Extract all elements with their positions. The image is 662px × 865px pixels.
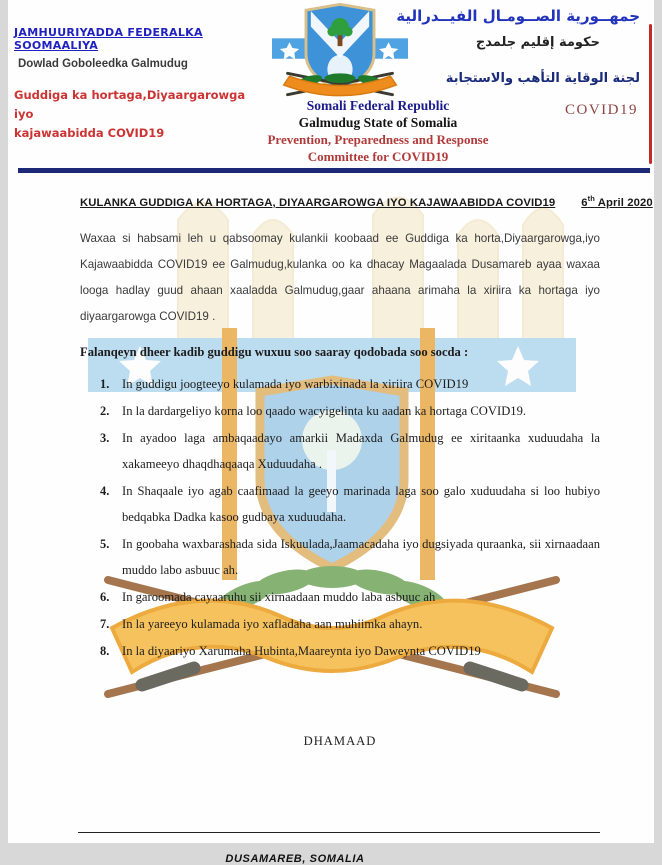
red-edge-mark xyxy=(649,24,652,164)
header-right-block xyxy=(390,4,640,90)
country-name-somali: JAMHUURIYADDA FEDERALKA SOOMAALIYA xyxy=(14,26,203,52)
committee-name-somali-line1: Guddiga ka hortaga,Diyaargarowga iyo xyxy=(14,88,246,121)
meeting-title xyxy=(80,194,653,209)
resolutions-list xyxy=(80,371,600,664)
meeting-date: 6th April 2020 xyxy=(581,194,653,209)
committee-title-english-line2: Committee for COVID19 xyxy=(307,149,449,164)
list-item: 8. In la diyaariyo Xarumaha Hubinta,Maareynta iyo Daweynta COVID19 xyxy=(100,643,481,658)
state-name-somali: Dowlad Goboleedka Galmudug xyxy=(18,58,188,70)
header-center-block xyxy=(193,97,563,165)
list-item: 5. In goobaha waxbarashada sida Iskuulada,Jaamacadaha iyo dugsiyada quraanka, sii xirnaadaan muddo labo asbuuc ah. xyxy=(100,536,600,577)
covid19-label: COVID19 xyxy=(565,102,638,118)
resolutions-intro: Falanqeyn dheer kadib guddigu wuxuu soo saaray qodobada soo socda : xyxy=(80,344,469,359)
republic-title-arabic: جمهــورية الصــومـال الفيــدرالية xyxy=(396,7,640,25)
list-item: 6. In garoomada cayaaruhu sii xirnaadaan muddo laba asbuuc ah xyxy=(100,589,436,604)
republic-title-english: Somali Federal Republic xyxy=(306,98,450,113)
opening-paragraph: Waxaa si habsami leh u qabsoomay kulankii koobaad ee Guddiga ka horta,Diyaargarowga,iyo Kajawaabidda COVID19 ee Galmudug,kulanka oo ka dhacay Magaalada Dusamareb ayaa waxaa looga hadlay guud ahaan xaaladda Galmudug,gaar ahaana arimaha la xiriira ka hortaga iyo diyaargarowga COVID19 . xyxy=(80,231,600,323)
list-item: 4. In Shaqaale iyo agab caafimaad la geeyo marinada laga soo galo xuduudaha si loo hubiyo bedqabka Dadka kasoo gudbaya xuduudaha. xyxy=(100,483,600,524)
coat-of-arms-emblem xyxy=(272,0,408,100)
signature-line xyxy=(78,832,600,833)
scanned-letter-page xyxy=(8,0,654,865)
letter-body xyxy=(8,173,654,865)
list-item: 3. In ayadoo laga ambaqaadayo amarkii Madaxda Galmudug ee xiritaanka xuduudaha la xakameeyo dhaqdhaqaaqa Xuduudaha . xyxy=(100,430,600,471)
meeting-title-text: KULANKA GUDDIGA KA HORTAGA, DIYAARGAROWGA IYO KAJAWAABIDDA COVID19 xyxy=(80,196,556,209)
committee-title-arabic: لجنة الوقاية التأهب والاستجابة xyxy=(445,71,640,86)
footer-location: DUSAMAREB, SOMALIA xyxy=(225,852,365,865)
committee-name-somali-line2: kajawaabidda COVID19 xyxy=(14,126,165,140)
state-title-arabic: حكومة إقليم جلمدج xyxy=(475,35,600,50)
committee-title-english-line1: Prevention, Preparedness and Response xyxy=(267,132,489,147)
closing-word: DHAMAAD xyxy=(303,733,377,748)
list-item: 2. In la dardargeliyo korna loo qaado wacyigelinta ku aadan ka hortaga COVID19. xyxy=(100,403,527,418)
list-item: 1. In guddigu joogteeyo kulamada iyo warbixinada la xiriira COVID19 xyxy=(100,376,469,391)
list-item: 7. In la yareeyo kulamada iyo xafladaha aan muhiimka ahayn. xyxy=(100,616,423,631)
state-title-english: Galmudug State of Somalia xyxy=(298,115,458,130)
